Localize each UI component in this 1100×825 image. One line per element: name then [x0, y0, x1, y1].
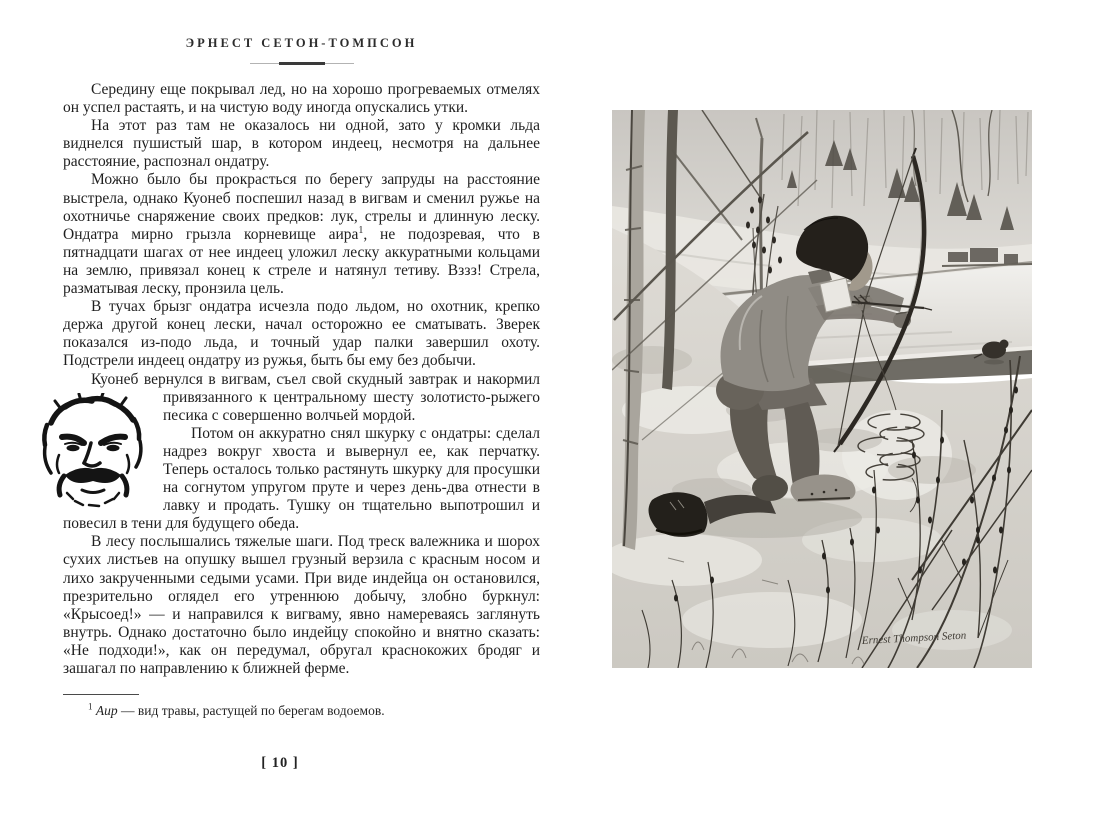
paragraph-5	[63, 371, 540, 425]
grumpy-face-sketch	[37, 393, 149, 511]
artist-signature: Ernest Thompson Seton	[861, 629, 967, 647]
paragraph-6: Потом он аккуратно снял шкурку с ондатры: сделал надрез вокруг хвоста и вывернул ее, как перчатку. Теперь осталось только растянуть шкурку для просушки на согнутом упругом пруте и через день-два отнести в лавку и продать. Тушку он тщательно выпотрошил и повесил в тени для будущего обеда.	[63, 424, 540, 533]
footnote-block	[63, 694, 540, 719]
page-number: [ 10 ]	[261, 755, 299, 771]
footnote	[63, 702, 540, 719]
archer-illustration	[612, 110, 1032, 668]
paragraph-3	[63, 171, 540, 298]
header-divider	[250, 62, 354, 65]
paragraph-7: В лесу послышались тяжелые шаги. Под треск валежника и шорох сухих листьев на опушку вышел грузный верзила с красным носом и лихо закрученными седыми усами. При виде индейца он остановился, презрительно оглядел его утреннюю добычу, злобно буркнул: «Крысоед!» — и направился к вигваму, явно намереваясь заглянуть внутрь. Однако достаточно было индейцу спокойно и внятно сказать: «Не подходи!», как он передумал, обругал краснокожих бродяг и зашагал по направлению к ближней ферме.	[63, 533, 540, 677]
paragraph-1: Середину еще покрывал лед, но на хорошо прогреваемых отмелях он успел растаять, и на чистую воду иногда опускались утки.	[63, 81, 540, 117]
footnote-marker: 1	[88, 701, 93, 712]
footnote-ref: 1	[358, 224, 364, 236]
footnote-term: Аир	[95, 703, 118, 719]
paragraph-4: В тучах брызг ондатра исчезла подо льдом, но охотник, крепко держа другой конец лески, начал осторожно ее сматывать. Зверек показался из-подо льда, и точный удар палки завершил охоту. Подстрели индеец ондатру из ружья, быть бы ему без добычи.	[63, 298, 540, 370]
body-text	[63, 81, 540, 719]
footnote-rule	[63, 694, 139, 695]
left-page	[63, 36, 540, 719]
paragraph-2: На этот раз там не оказалось ни одной, зато у кромки льда виднелся пушистый шар, в котором индеец, несмотря на дальнее расстояние, распознал ондатру.	[63, 117, 540, 171]
footnote-text: — вид травы, растущей по берегам водоемов.	[117, 703, 385, 719]
paragraph-5-text-b: песика с совершенно волчьей мордой.	[163, 406, 416, 424]
right-page	[612, 110, 1032, 668]
paragraph-5-text-a: Куонеб вернулся в вигвам, съел свой скудный завтрак и накормил привязанного к центральному шесту золотисто-рыжего	[91, 370, 540, 406]
paragraph-3-text-a: Можно было бы прокрасться по берегу запруды на расстояние выстрела, однако Куонеб поспешил назад в вигвам и сменил ружье на охотничье снаряжение своих предков: лук, стрелы и длинную леску. Ондатра мирно грызла корневище аира	[63, 171, 540, 243]
running-head: ЭРНЕСТ СЕТОН-ТОМПСОН	[185, 36, 418, 50]
header-divider-thick-line	[279, 62, 325, 65]
grumpy-face-illustration	[37, 393, 149, 511]
paragraph-3-text-b: , не подозревая, что в пятнадцати шагах от нее индеец уложил леску аккуратными кольцами на землю, привязал конец к стреле и натянул тетиву. Вззз! Стрела, разматывая леску, пронзила цель.	[63, 225, 540, 298]
